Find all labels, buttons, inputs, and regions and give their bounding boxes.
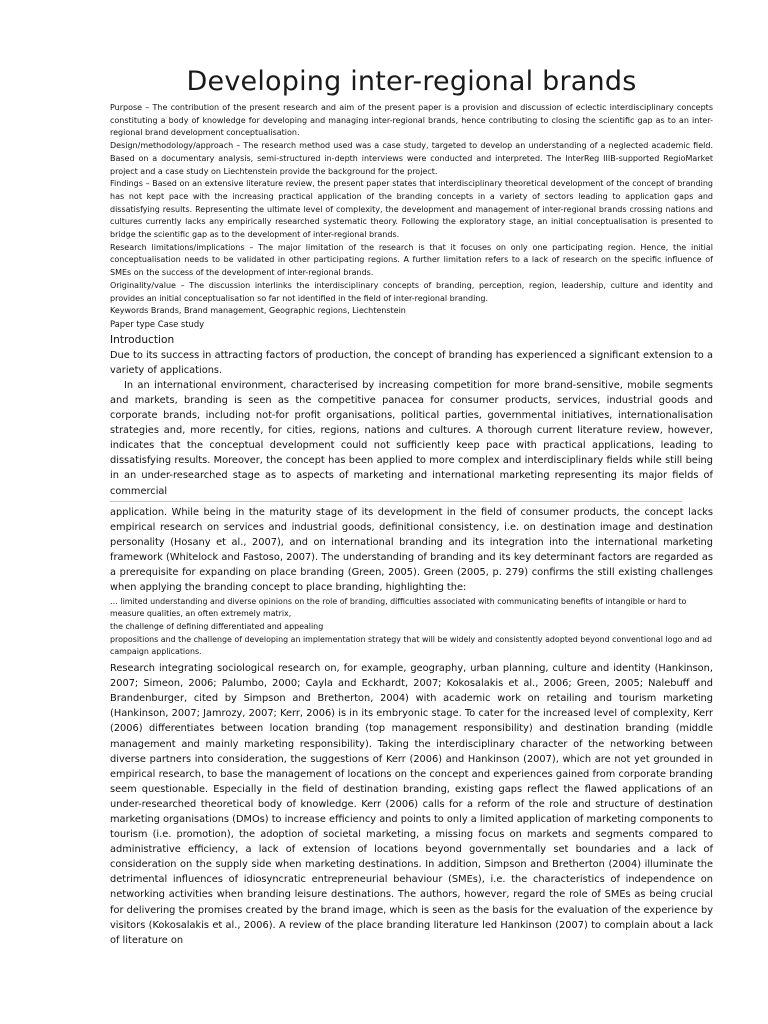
section-heading-introduction: Introduction — [110, 333, 175, 346]
quote-line-2: the challenge of defining differentiated and appealing — [110, 621, 324, 631]
block-quote — [110, 596, 713, 660]
abstract-originality: Originality/value – The discussion interlinks the interdisciplinary concepts of branding, perception, region, leadership, culture and identity and provides an initial conceptualisation so far not identified in the field of inter-regional branding. — [110, 280, 713, 303]
introduction-text — [110, 348, 713, 499]
intro-paragraph-1: Due to its success in attracting factors of production, the concept of branding has experienced a significant extension to a variety of applications. — [110, 349, 713, 376]
paper-title: Developing inter-regional brands — [186, 66, 637, 97]
quote-line-1: … limited understanding and diverse opinions on the role of branding, difficulties associated with communicating benefits of intangible or hard to measure qualities, an often extremely matrix, — [110, 596, 687, 619]
abstract-design: Design/methodology/approach – The research method used was a case study, targeted to develop an understanding of a neglected academic field. Based on a documentary analysis, semi-structured in-depth interviews were conducted and interpreted. The InterReg IIIB-supported RegioMarket project and a case study on Liechtenstein provide the background for the project. — [110, 141, 713, 176]
abstract-keywords: Keywords Brands, Brand management, Geographic regions, Liechtenstein — [110, 306, 406, 316]
intro-paragraph-2: In an international environment, characterised by increasing competition for more brand-sensitive, mobile segments and markets, branding is seen as the competitive panacea for consumer products, services, industrial goods and corporate brands, including not-for profit organisations, political parties, governmental initiatives, internationalisation strategies and, more recently, for cities, regions, nations and cultures. A thorough current literature review, however, indicates that the conceptual development could not sufficiently keep pace with practical applications, leading to dissatisfying results. Moreover, the concept has been applied to more complex and interdisciplinary fields while still being in an under-researched stage as to aspects of marketing and international marketing representing its major fields of commercial — [110, 379, 713, 497]
body-paragraph-application: application. While being in the maturity stage of its development in the field of consumer products, the concept lacks empirical research on services and industrial goods, definitional consistency, i.e. on destination image and destination personality (Hosany et al., 2007), and on international branding and its integration into the international marketing framework (Whitelock and Fastoso, 2007). The understanding of branding and its key determinant factors are regarded as a prerequisite for expanding on place branding (Green, 2005). Green (2005, p. 279) confirms the still existing challenges when applying the branding concept to place branding, highlighting the: — [110, 507, 713, 594]
page-divider — [110, 501, 682, 502]
page-bottom — [110, 505, 713, 948]
abstract-limitations: Research limitations/implications – The major limitation of the research is that it focuses on only one participating region. Hence, the initial conceptualisation needs to be validated in other participating regions. A further limitation refers to a lack of research on the specific influence of SMEs on the success of the development of inter-regional brands. — [110, 242, 713, 278]
quote-line-3: propositions and the challenge of developing an implementation strategy that will be widely and consistently adopted beyond conventional logo and ad campaign applications. — [110, 634, 713, 657]
abstract-paper-type: Paper type Case study — [110, 318, 205, 329]
structured-abstract — [110, 102, 713, 331]
page-top — [110, 66, 713, 502]
abstract-purpose: Purpose – The contribution of the present research and aim of the present paper is a provision and discussion of eclectic interdisciplinary concepts constituting a body of knowledge for developing and managing inter-regional brands, hence contributing to closing the scientific gap as to an inter-regional brand development conceptualisation. — [110, 103, 713, 138]
body-paragraph-research: Research integrating sociological research on, for example, geography, urban planning, culture and identity (Hankinson, 2007; Simeon, 2006; Palumbo, 2000; Cayla and Eckhardt, 2007; Kokosalakis et al., 2006; Green, 2005; Nalebuff and Brandenburger, cited by Simpson and Bretherton, 2004) with academic work on retailing and tourism marketing (Hankinson, 2007; Jamrozy, 2007; Kerr, 2006) is in its embryonic stage. To cater for the increased level of complexity, Kerr (2006) differentiates between location branding (top management responsibility) and destination branding (middle management and mainly marketing responsibility). Taking the interdisciplinary character of the networking between diverse partners into consideration, the suggestions of Kerr (2006) and Hankinson (2007), which are not yet grounded in empirical research, to base the management of locations on the concept and experiences gained from corporate branding seem questionable. Especially in the field of destination branding, existing gaps reflect the flawed applications of an under-researched theoretical body of knowledge. Kerr (2006) calls for a reform of the role and structure of destination marketing organisations (DMOs) to increase efficiency and points to only a limited application of marketing components to tourism (i.e. promotion), the adoption of societal marketing, a missing focus on markets and segments compared to administrative efficiency, a lack of extension of locations beyond governmentally set boundaries and a lack of consideration on the supply side when marketing destinations. In addition, Simpson and Bretherton (2004) illuminate the detrimental influences of idiosyncratic entrepreneurial behaviour (SMEs), i.e. the characteristics of independence on networking activities when branding leisure destinations. The authors, however, regard the role of SMEs as being crucial for delivering the promises created by the brand image, which is seen as the basis for the evaluation of the experience by visitors (Kokosalakis et al., 2006). A review of the place branding literature led Hankinson (2007) to complain about a lack of literature on — [110, 663, 713, 946]
abstract-findings: Findings – Based on an extensive literature review, the present paper states that interdisciplinary theoretical development of the concept of branding has not kept pace with the increasing practical application of the branding concepts in a variety of sectors leading to application gaps and dissatisfying results. Representing the ultimate level of complexity, the development and management of inter-regional brands crossing nations and cultures currently lacks any empirically researched systematic theory. Following the exploratory stage, an initial conceptualisation is presented to bridge the scientific gap as to the development of inter-regional brands. — [110, 179, 713, 240]
